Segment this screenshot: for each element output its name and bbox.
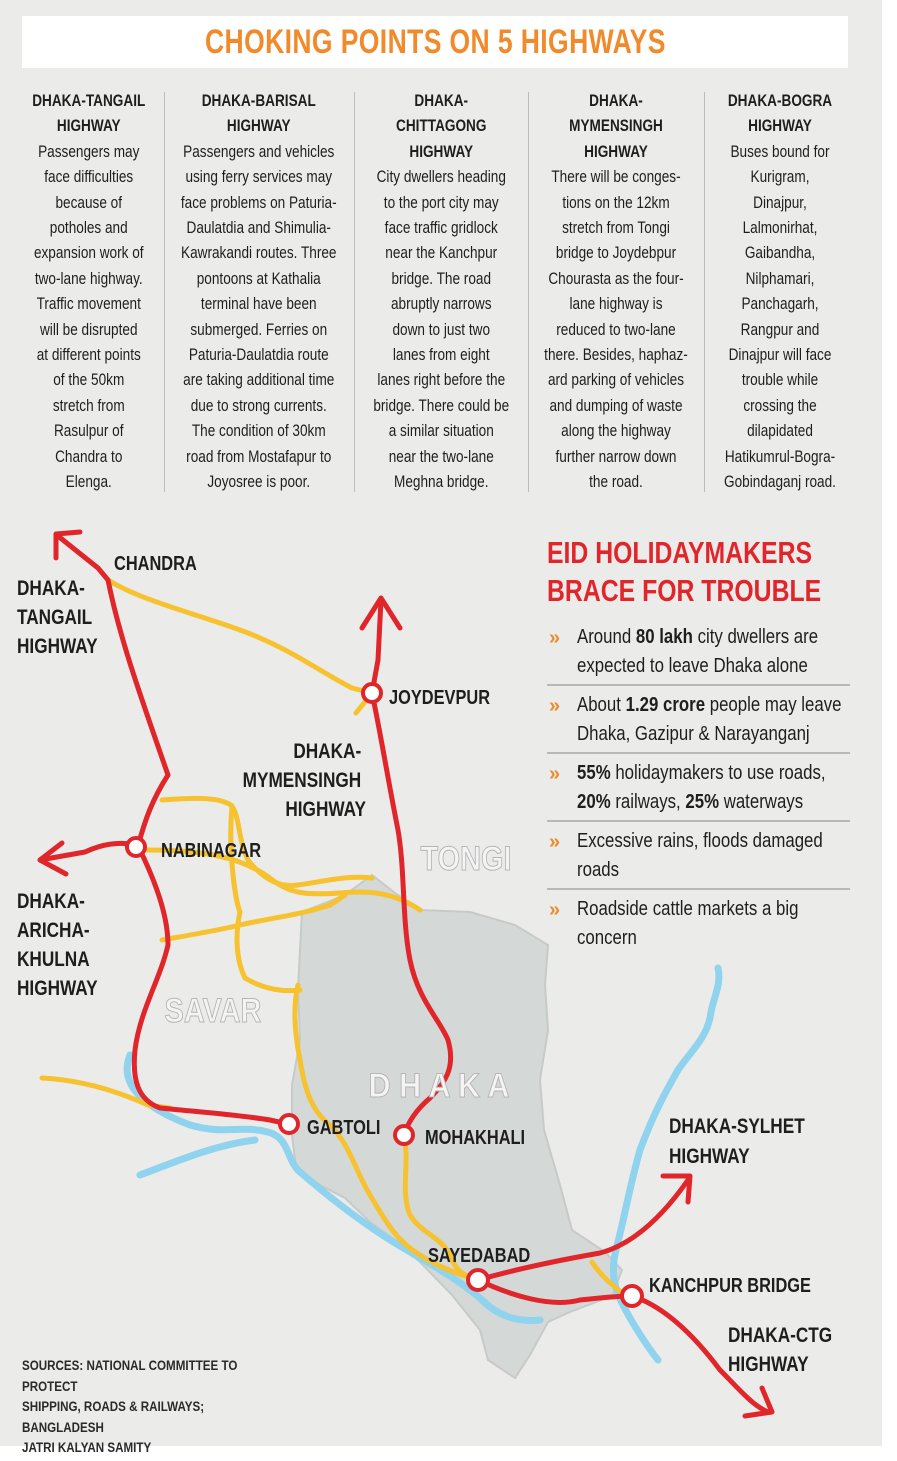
mohakhali-marker [395,1126,413,1144]
column-heading: DHAKA-BARISAL HIGHWAY [201,91,317,136]
gabtoli-marker [280,1115,298,1133]
eid-bullet [547,754,850,822]
eid-title: EID HOLIDAYMAKERS BRACE FOR TROUBLE [547,535,822,608]
mohakhali-label: MOHAKHALI [425,1125,526,1149]
column-divider [164,92,165,492]
column-dhaka-barisal [168,88,350,498]
label-line: HIGHWAY [16,977,98,1001]
column-divider [354,92,355,492]
column-body: Passengers may face difficulties because of potholes and expansion work of two-lane highway. Traffic movement will be disrupted at different points of the 50km stretch from Rasulpur of Chandra to Elenga. [34,141,144,492]
joydevpur-marker [363,684,381,702]
column-heading: DHAKA-TANGAIL HIGHWAY [32,91,146,136]
sylhet-highway-label [669,1116,810,1169]
label-line: TANGAIL [17,606,93,630]
ctg-highway-label [728,1325,837,1377]
label-line: DHAKA-CTG [728,1324,833,1348]
column-body: Passengers and vehicles using ferry services may face problems on Paturia- Daulatdia and Shimulia- Kawrakandi routes. Three pontoons at Kathalia terminal have been submerged. Ferries on Paturia-Daulatdia route are taking additional time due to strong currents. The condition of 30km road from Mostafapur to Joyosree is poor. [181,141,337,492]
bullet-text: About 1.29 crore people may leave Dhaka, Gazipur & Narayanganj [577,693,842,745]
eid-bullet [547,618,850,686]
aricha-highway-label [17,891,98,1001]
eid-bullet-list [547,618,850,956]
bullet-text: Roadside cattle markets a big concern [577,897,799,949]
tangail-highway-label [17,578,98,659]
savar-label: SAVAR [164,990,262,1030]
nabinagar-label: NABINAGAR [161,838,262,862]
dhaka-label: D H A K A [368,1066,510,1105]
tongi-label: TONGI [420,838,512,878]
label-line: DHAKA- [293,740,362,764]
label-line: KHULNA [16,948,90,972]
column-divider [528,92,529,492]
sayedabad-marker [468,1270,488,1290]
road-chandra-joydevpur [108,580,372,693]
double-chevron-icon: » [549,899,557,921]
bullet-text: Excessive rains, floods damaged roads [577,829,823,881]
nabinagar-marker [127,838,145,856]
label-line: MYMENSINGH [242,769,362,793]
title-banner [22,16,848,68]
eid-bullet [547,890,850,956]
label-line: DHAKA- [17,890,85,914]
column-body: There will be conges- tions on the 12km stretch from Tongi bridge to Joydebpur Chourasta as the four- lane highway is reduced to two-lane there. Besides, haphaz- ard parking of vehicles and dumping of waste along the highway further narrow down the road. [544,167,688,492]
page-title: CHOKING POINTS ON 5 HIGHWAYS [204,22,666,61]
label-line: HIGHWAY [16,635,98,659]
sayedabad-label: SAYEDABAD [428,1243,531,1267]
kanchpur-label: KANCHPUR BRIDGE [649,1273,811,1297]
sources-note: SOURCES: NATIONAL COMMITTEE TO PROTECT SHIPPING, ROADS & RAILWAYS; BANGLADESH JATRI KALYAN SAMITY [22,1358,238,1455]
column-heading: DHAKA- MYMENSINGH HIGHWAY [569,91,663,161]
column-heading: DHAKA- CHITTAGONG HIGHWAY [395,91,487,161]
label-line: DHAKA-SYLHET [669,1115,805,1139]
river-buriganga-west [140,1140,255,1175]
column-heading: DHAKA-BOGRA HIGHWAY [727,91,833,136]
eid-callout [547,534,850,956]
eid-bullet [547,822,850,890]
column-dhaka-chittagong [360,88,522,498]
mymensingh-highway-label [243,741,366,822]
bullet-text: Around 80 lakh city dwellers are expected to leave Dhaka alone [577,625,819,677]
column-divider [704,92,705,492]
double-chevron-icon: » [549,831,557,853]
joydevpur-label: JOYDEVPUR [389,685,491,709]
chandra-label: CHANDRA [114,551,197,575]
double-chevron-icon: » [549,763,557,785]
double-chevron-icon: » [549,695,557,717]
label-line: ARICHA- [17,919,90,943]
column-dhaka-tangail [22,88,156,498]
gabtoli-label: GABTOLI [307,1115,381,1139]
double-chevron-icon: » [549,627,557,649]
column-body: Buses bound for Kurigram, Dinajpur, Lalmonirhat, Gaibandha, Nilphamari, Panchagarh, Rangpur and Dinajpur will face trouble while crossing the dilapidated Hatikumrul-Bogra- Gobindaganj road. [724,141,836,492]
eid-bullet [547,686,850,754]
kanchpur-marker [622,1286,642,1306]
label-line: HIGHWAY [669,1145,750,1169]
label-line: HIGHWAY [728,1353,809,1377]
column-body: City dwellers heading to the port city may face traffic gridlock near the Kanchpur bridge. The road abruptly narrows down to just two lanes from eight lanes right before the bridge. There could be a similar situation near the two-lane Meghna bridge. [373,167,509,492]
column-dhaka-bogra [708,88,852,498]
label-line: DHAKA- [17,577,85,601]
bullet-text: 55% holidaymakers to use roads, 20% railways, 25% waterways [577,761,826,813]
column-dhaka-mymensingh [532,88,700,498]
label-line: HIGHWAY [285,798,366,822]
